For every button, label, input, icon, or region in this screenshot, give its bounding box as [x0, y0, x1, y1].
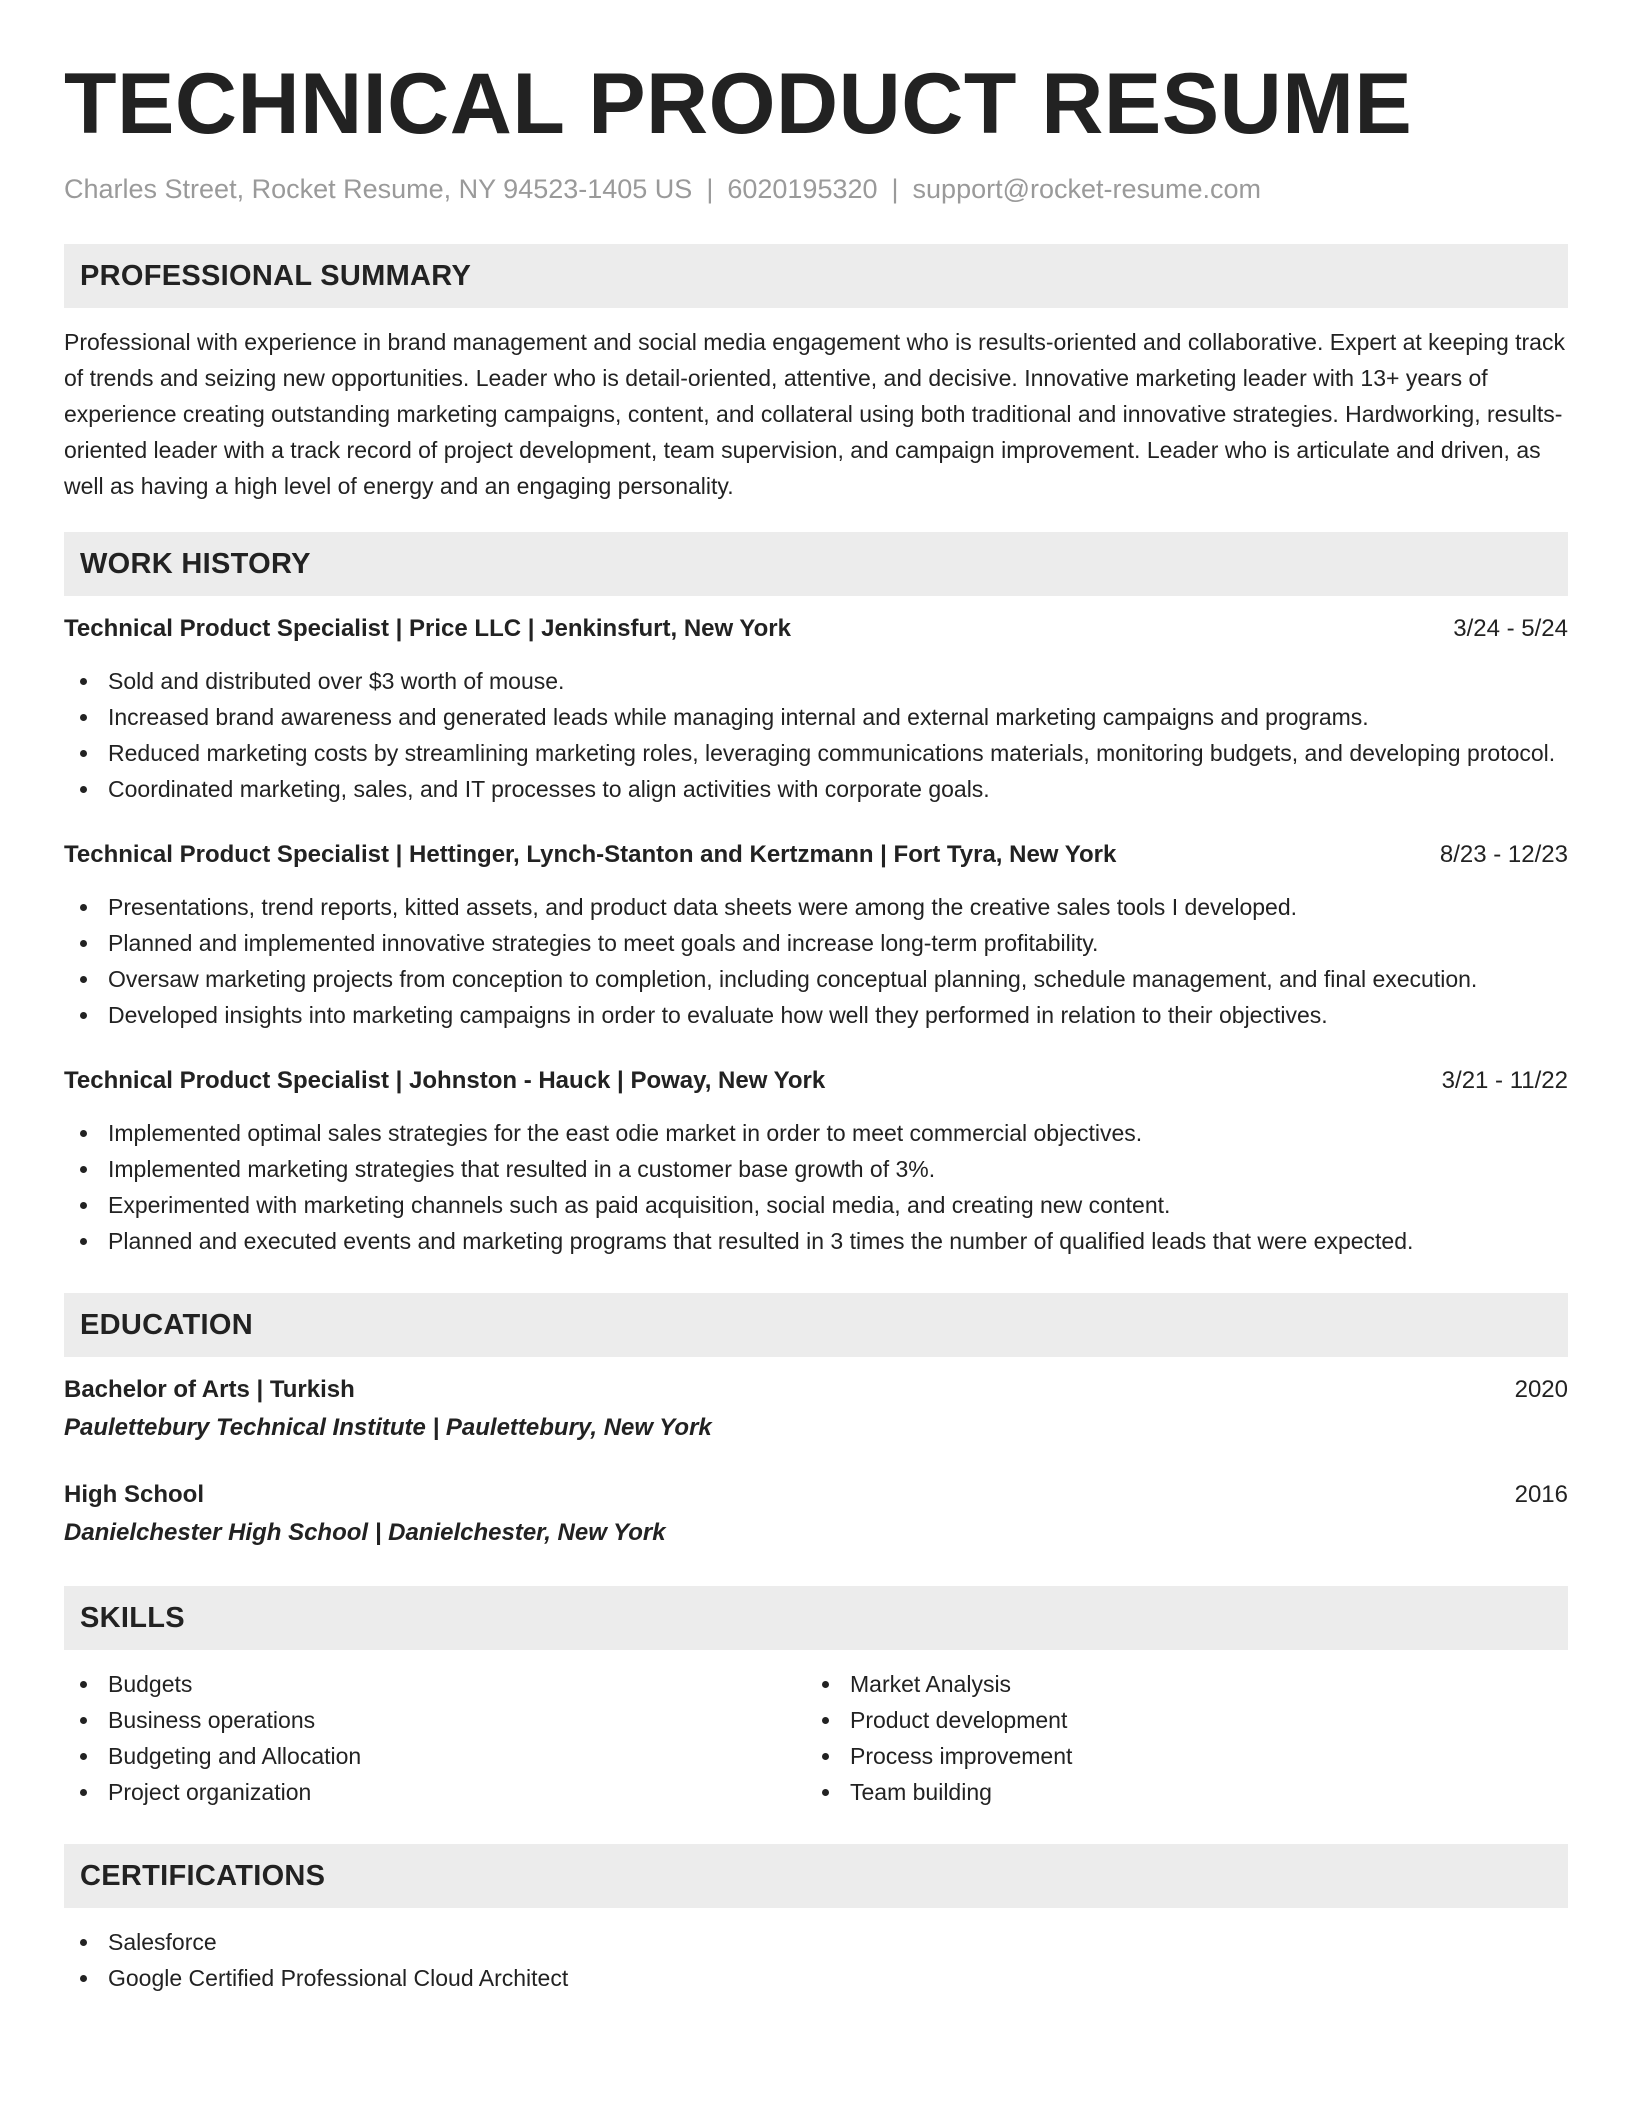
education-entry	[64, 1373, 1568, 1445]
job-bullet: Increased brand awareness and generated leads while managing internal and external marketing campaigns and programs.	[64, 699, 1568, 735]
job-title: Technical Product Specialist | Hettinger, Lynch-Stanton and Kertzmann | Fort Tyra, New York	[64, 841, 1117, 868]
job-header	[64, 1064, 1568, 1098]
job-bullets	[64, 663, 1568, 807]
job-header	[64, 612, 1568, 646]
job-bullet: Experimented with marketing channels such as paid acquisition, social media, and creating new content.	[64, 1187, 1568, 1223]
resume-title: TECHNICAL PRODUCT RESUME	[64, 56, 1413, 152]
education-entry	[64, 1478, 1568, 1550]
job-dates: 3/21 - 11/22	[1441, 1067, 1568, 1094]
contact-address: Charles Street, Rocket Resume, NY 94523-1405 US	[64, 174, 693, 204]
job-entry	[64, 612, 1568, 807]
skills-heading: SKILLS	[64, 1586, 1568, 1650]
skills-grid	[64, 1666, 1568, 1810]
education-school: Danielchester High School | Danielchester, New York	[64, 1519, 666, 1546]
job-bullet: Coordinated marketing, sales, and IT processes to align activities with corporate goals.	[64, 771, 1568, 807]
skill-item: Budgets	[64, 1666, 806, 1702]
skills-column-right	[806, 1666, 1548, 1810]
education-section	[64, 1293, 1568, 1550]
job-title: Technical Product Specialist | Johnston - Hauck | Poway, New York	[64, 1067, 826, 1094]
certifications-list	[64, 1924, 1568, 1996]
skill-item: Business operations	[64, 1702, 806, 1738]
job-entry	[64, 838, 1568, 1033]
job-bullet: Reduced marketing costs by streamlining marketing roles, leveraging communications materials, monitoring budgets, and developing protocol.	[64, 735, 1568, 771]
skill-item: Budgeting and Allocation	[64, 1738, 806, 1774]
summary-heading: PROFESSIONAL SUMMARY	[64, 244, 1568, 308]
education-year: 2016	[1514, 1481, 1568, 1508]
certification-item: Google Certified Professional Cloud Architect	[64, 1960, 1568, 1996]
job-bullet: Planned and executed events and marketing programs that resulted in 3 times the number of qualified leads that were expected.	[64, 1223, 1568, 1259]
education-school: Paulettebury Technical Institute | Paulettebury, New York	[64, 1414, 712, 1441]
work-history-heading: WORK HISTORY	[64, 532, 1568, 596]
education-degree: High School	[64, 1481, 204, 1508]
job-dates: 3/24 - 5/24	[1453, 615, 1568, 642]
resume-page	[64, 56, 1568, 1996]
education-heading: EDUCATION	[64, 1293, 1568, 1357]
job-bullet: Implemented optimal sales strategies for the east odie market in order to meet commercial objectives.	[64, 1115, 1568, 1151]
job-bullet: Implemented marketing strategies that resulted in a customer base growth of 3%.	[64, 1151, 1568, 1187]
job-bullets	[64, 1115, 1568, 1259]
job-title: Technical Product Specialist | Price LLC | Jenkinsfurt, New York	[64, 615, 791, 642]
contact-line	[64, 172, 1568, 206]
contact-email[interactable]: support@rocket-resume.com	[912, 174, 1262, 204]
work-history-section	[64, 532, 1568, 1259]
certifications-section	[64, 1844, 1568, 1996]
skill-item: Team building	[806, 1774, 1548, 1810]
job-header	[64, 838, 1568, 872]
job-bullets	[64, 889, 1568, 1033]
skill-item: Process improvement	[806, 1738, 1548, 1774]
skill-item: Project organization	[64, 1774, 806, 1810]
education-header	[64, 1478, 1568, 1512]
job-bullet: Planned and implemented innovative strategies to meet goals and increase long-term profitability.	[64, 925, 1568, 961]
contact-phone[interactable]: 6020195320	[727, 174, 878, 204]
job-bullet: Sold and distributed over $3 worth of mouse.	[64, 663, 1568, 699]
job-bullet: Oversaw marketing projects from conception to completion, including conceptual planning, schedule management, and final execution.	[64, 961, 1568, 997]
contact-separator: |	[706, 174, 714, 204]
education-degree: Bachelor of Arts | Turkish	[64, 1376, 355, 1403]
skill-item: Market Analysis	[806, 1666, 1548, 1702]
skills-section	[64, 1586, 1568, 1810]
job-bullet: Presentations, trend reports, kitted assets, and product data sheets were among the creative sales tools I developed.	[64, 889, 1568, 925]
contact-separator: |	[891, 174, 899, 204]
summary-section	[64, 244, 1568, 504]
skill-item: Product development	[806, 1702, 1548, 1738]
job-entry	[64, 1064, 1568, 1259]
education-header	[64, 1373, 1568, 1407]
job-dates: 8/23 - 12/23	[1439, 841, 1568, 868]
job-bullet: Developed insights into marketing campaigns in order to evaluate how well they performed in relation to their objectives.	[64, 997, 1568, 1033]
education-year: 2020	[1514, 1376, 1568, 1403]
summary-text: Professional with experience in brand management and social media engagement who is results-oriented and collaborative. Expert at keeping track of trends and seizing new opportunities. Leader who is detail-oriented, attentive, and decisive. Innovative marketing leader with 13+ years of experience creating outstanding marketing campaigns, content, and collateral using both traditional and innovative strategies. Hardworking, results-oriented leader with a track record of project development, team supervision, and campaign improvement. Leader who is articulate and driven, as well as having a high level of energy and an engaging personality.	[64, 329, 1565, 499]
certifications-heading: CERTIFICATIONS	[64, 1844, 1568, 1908]
certification-item: Salesforce	[64, 1924, 1568, 1960]
skills-column-left	[64, 1666, 806, 1810]
